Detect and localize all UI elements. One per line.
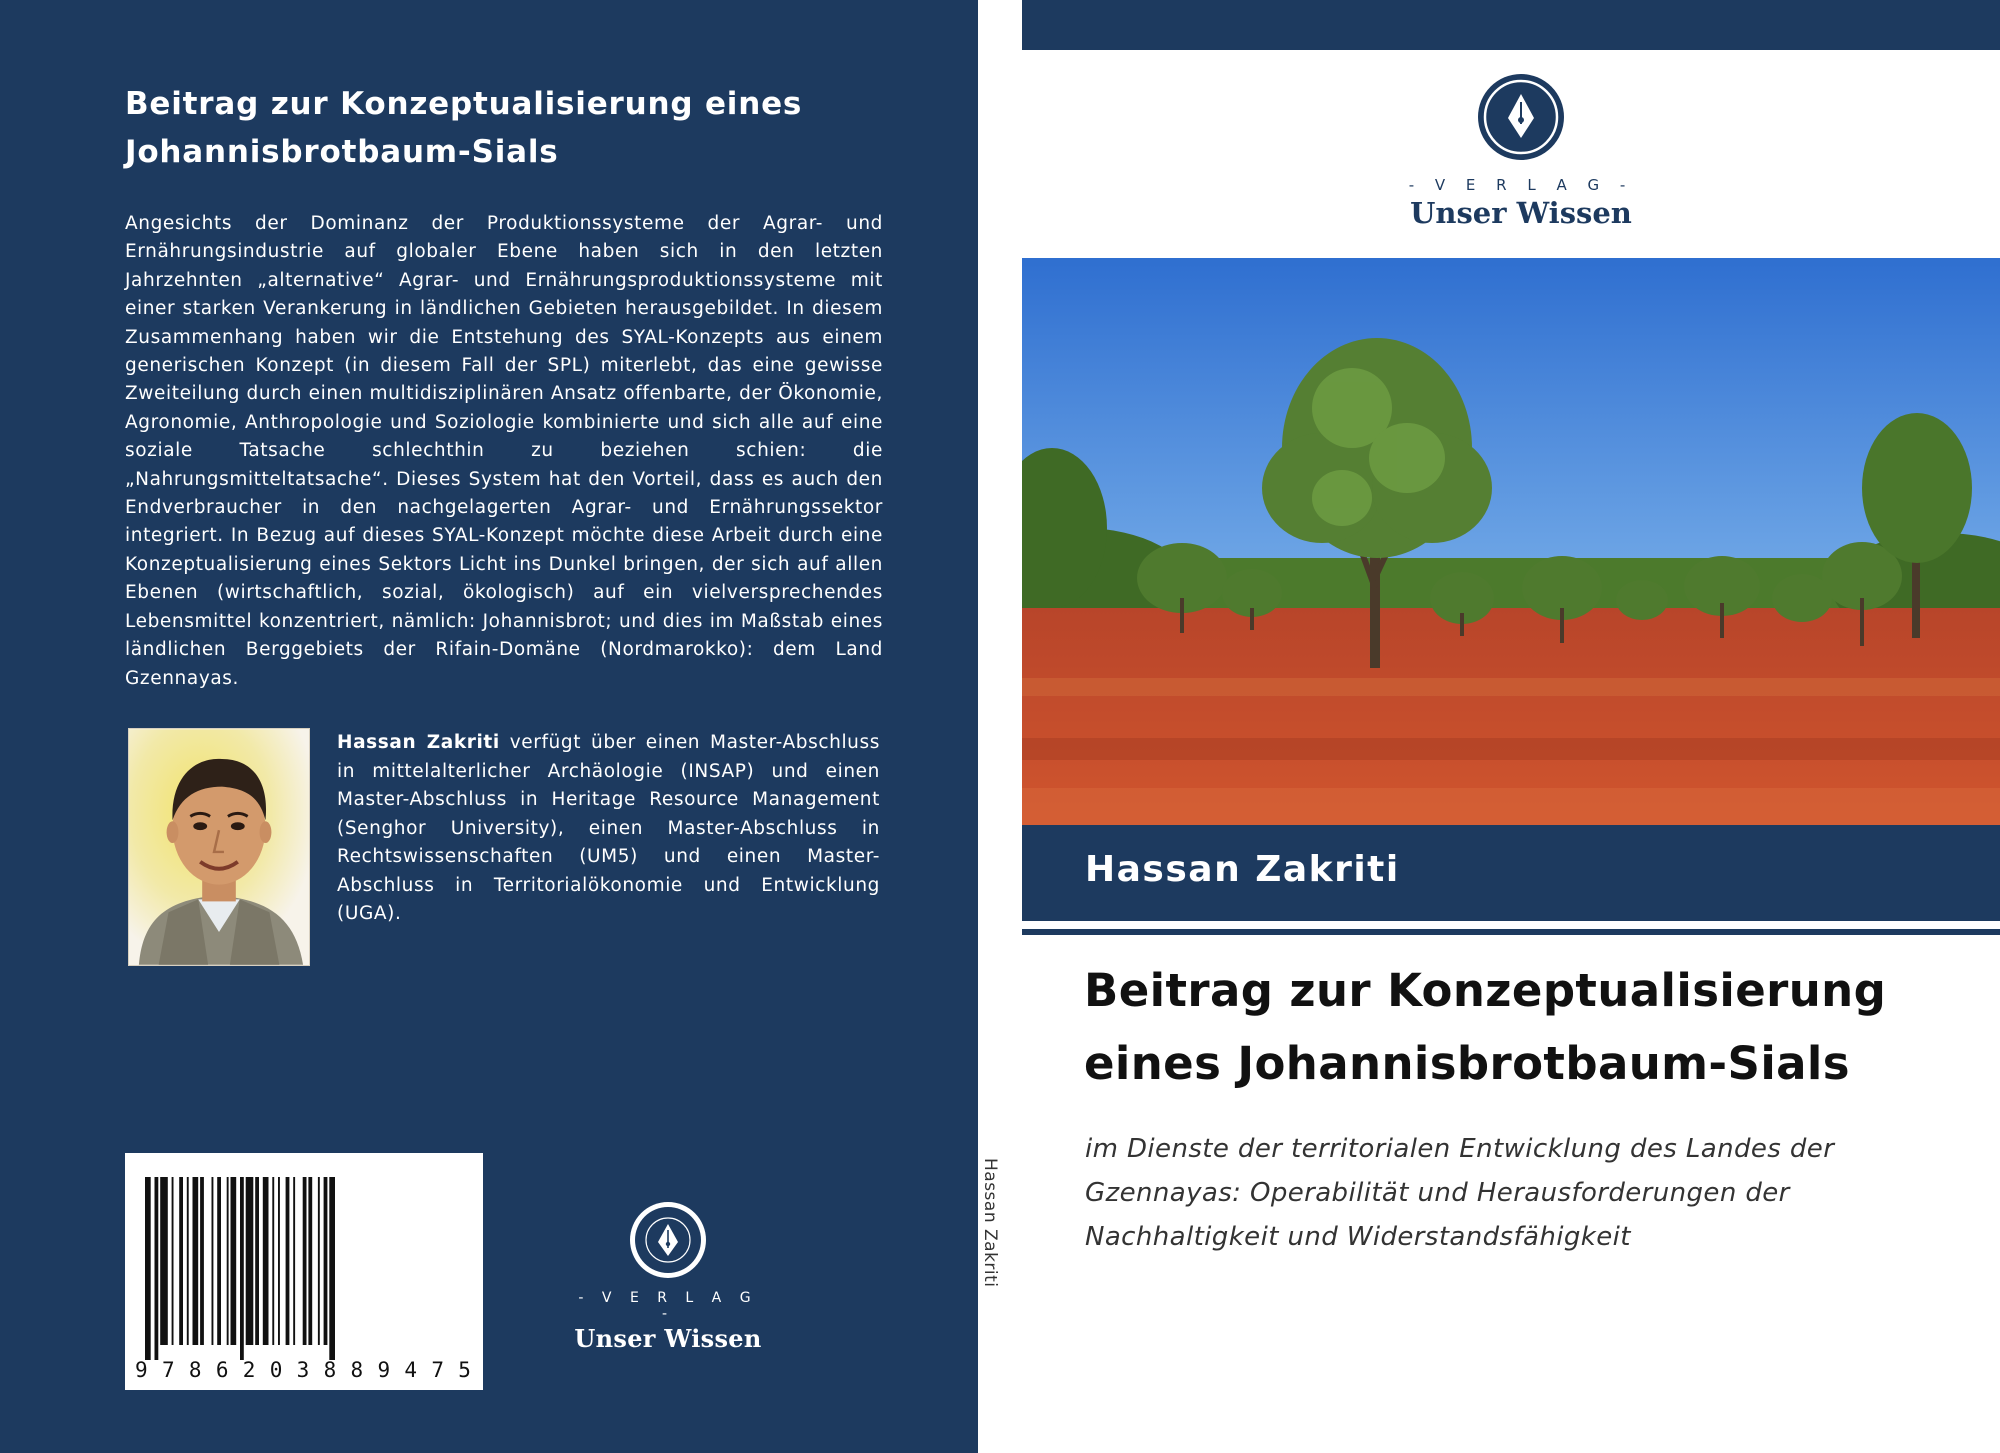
barcode-bar xyxy=(240,1177,244,1360)
back-title-line-1: Beitrag zur Konzeptualisierung eines xyxy=(125,86,803,122)
front-title-line-1: Beitrag zur Konzeptualisierung xyxy=(1084,964,1887,1017)
isbn-digit: 8 xyxy=(188,1358,202,1382)
barcode-bar xyxy=(187,1177,189,1345)
barcode-bar xyxy=(255,1177,259,1345)
front-publisher-label: - V E R L A G - xyxy=(1408,176,1634,194)
barcode-bar xyxy=(160,1177,168,1345)
barcode-bar xyxy=(172,1177,174,1345)
back-cover xyxy=(0,0,978,1453)
barcode-bar xyxy=(200,1177,204,1345)
book-spine xyxy=(978,0,1022,1453)
barcode-bar xyxy=(318,1177,320,1345)
front-divider-rule xyxy=(1022,929,2000,935)
barcode-bar xyxy=(293,1177,295,1345)
barcode-bar xyxy=(227,1177,229,1345)
isbn-digit: 5 xyxy=(458,1358,471,1382)
front-publisher-name: Unser Wissen xyxy=(1410,196,1632,230)
back-title-line-2: Johannisbrotbaum-Sials xyxy=(125,134,559,170)
barcode-bars xyxy=(125,1153,483,1390)
barcode-bar xyxy=(193,1177,199,1345)
front-publisher-logo xyxy=(1391,72,1651,230)
isbn-digit: 9 xyxy=(135,1358,148,1382)
back-cover-blurb: Angesichts der Dominanz der Produktionssysteme der Agrar- und Ernährungsindustrie auf globaler Ebene haben sich in den letzten Jahrzehnten „alternative“ Agrar- und Ernährungsproduktionssysteme mit einer starken Verankerung in ländlichen Gebieten herausgebildet. In diesem Zusammenhang haben wir die Entstehung des SYAL-Konzepts aus einem generischen Konzept (in diesem Fall der SPL) miterlebt, das eine gewisse Zweiteilung durch einen multidisziplinären Ansatz offenbarte, der Ökonomie, Agronomie, Anthropologie und Soziologie kombinierte und sich alle auf eine soziale Tatsache schlechthin zu beziehen schien: die „Nahrungsmitteltatsache“. Dieses System hat den Vorteil, dass es auch den Endverbraucher in den nachgelagerten Agrar- und Ernährungssektor integriert. In Bezug auf dieses SYAL-Konzept möchte diese Arbeit durch eine Konzeptualisierung eines Sektors Licht ins Dunkel bringen, der sich auf allen Ebenen (wirtschaftlich, sozial, ökologisch) auf ein vielversprechendes Lebensmittel konzentriert, nämlich: Johannisbrot; und dies im Maßstab eines ländlichen Berggebiets der Rifain-Domäne (Nordmarokko): dem Land Gzennayas. xyxy=(125,213,883,689)
barcode-bar xyxy=(286,1177,290,1345)
back-publisher-name: Unser Wissen xyxy=(574,1324,762,1353)
barcode-bar xyxy=(272,1177,274,1345)
barcode-bar xyxy=(246,1177,254,1345)
back-publisher-logo xyxy=(568,1200,768,1353)
isbn-digit: 7 xyxy=(431,1358,444,1382)
front-author-band xyxy=(1022,825,2000,921)
orchard-illustration xyxy=(1022,258,2000,825)
back-cover-title xyxy=(125,80,885,176)
author-bio xyxy=(337,729,880,929)
front-cover-subtitle xyxy=(1085,1127,1965,1259)
isbn-digit: 2 xyxy=(242,1358,256,1382)
barcode-bar xyxy=(231,1177,237,1345)
back-publisher-label: - V E R L A G - xyxy=(578,1290,758,1322)
isbn-digit: 3 xyxy=(296,1358,310,1382)
isbn-digit: 7 xyxy=(161,1358,175,1382)
barcode-bar xyxy=(303,1177,307,1345)
front-top-bar xyxy=(1022,0,2000,50)
barcode-bar xyxy=(324,1177,328,1345)
author-portrait xyxy=(128,728,310,966)
front-cover xyxy=(1022,0,2000,1453)
barcode-bar xyxy=(145,1177,151,1360)
front-subtitle-line-2: Gzennayas: Operabilität und Herausforderungen der xyxy=(1085,1178,1790,1208)
barcode-bar xyxy=(263,1177,269,1345)
publisher-seal-icon xyxy=(628,1200,708,1280)
front-author-name: Hassan Zakriti xyxy=(1085,849,1400,890)
front-title-line-2: eines Johannisbrotbaum-Sials xyxy=(1084,1037,1850,1090)
author-bio-name: Hassan Zakriti xyxy=(337,732,500,753)
front-cover-title xyxy=(1084,954,1984,1100)
isbn-digit: 0 xyxy=(269,1358,283,1382)
isbn-digit: 4 xyxy=(404,1358,418,1382)
barcode-bar xyxy=(308,1177,312,1345)
barcode-bar xyxy=(212,1177,214,1345)
publisher-pen-nib-icon xyxy=(1476,72,1566,162)
author-portrait-illustration xyxy=(129,729,309,965)
spine-author: Hassan Zakriti xyxy=(980,1158,1000,1288)
isbn-digit: 6 xyxy=(215,1358,229,1382)
barcode-bar xyxy=(329,1177,335,1360)
barcode-bar xyxy=(217,1177,221,1345)
isbn-digit: 8 xyxy=(323,1358,337,1382)
isbn-digit: 9 xyxy=(377,1358,391,1382)
cover-photo-carob-orchard xyxy=(1022,258,2000,825)
isbn-barcode xyxy=(125,1153,483,1390)
isbn-digit: 8 xyxy=(350,1358,364,1382)
barcode-bar xyxy=(278,1177,280,1345)
barcode-bar xyxy=(155,1177,159,1360)
front-subtitle-line-3: Nachhaltigkeit und Widerstandsfähigkeit xyxy=(1085,1222,1631,1252)
author-bio-text: verfügt über einen Master-Abschluss in mittelalterlicher Archäologie (INSAP) und einen Master-Abschluss in Heritage Resource Management (Senghor University), einen Master-Abschluss in Rechtswissenschaften (UM5) und einen Master-Abschluss in Territorialökonomie und Entwicklung (UGA). xyxy=(337,732,880,924)
barcode-bar xyxy=(179,1177,183,1345)
front-subtitle-line-1: im Dienste der territorialen Entwicklung des Landes der xyxy=(1085,1134,1835,1164)
isbn-number xyxy=(135,1358,471,1382)
